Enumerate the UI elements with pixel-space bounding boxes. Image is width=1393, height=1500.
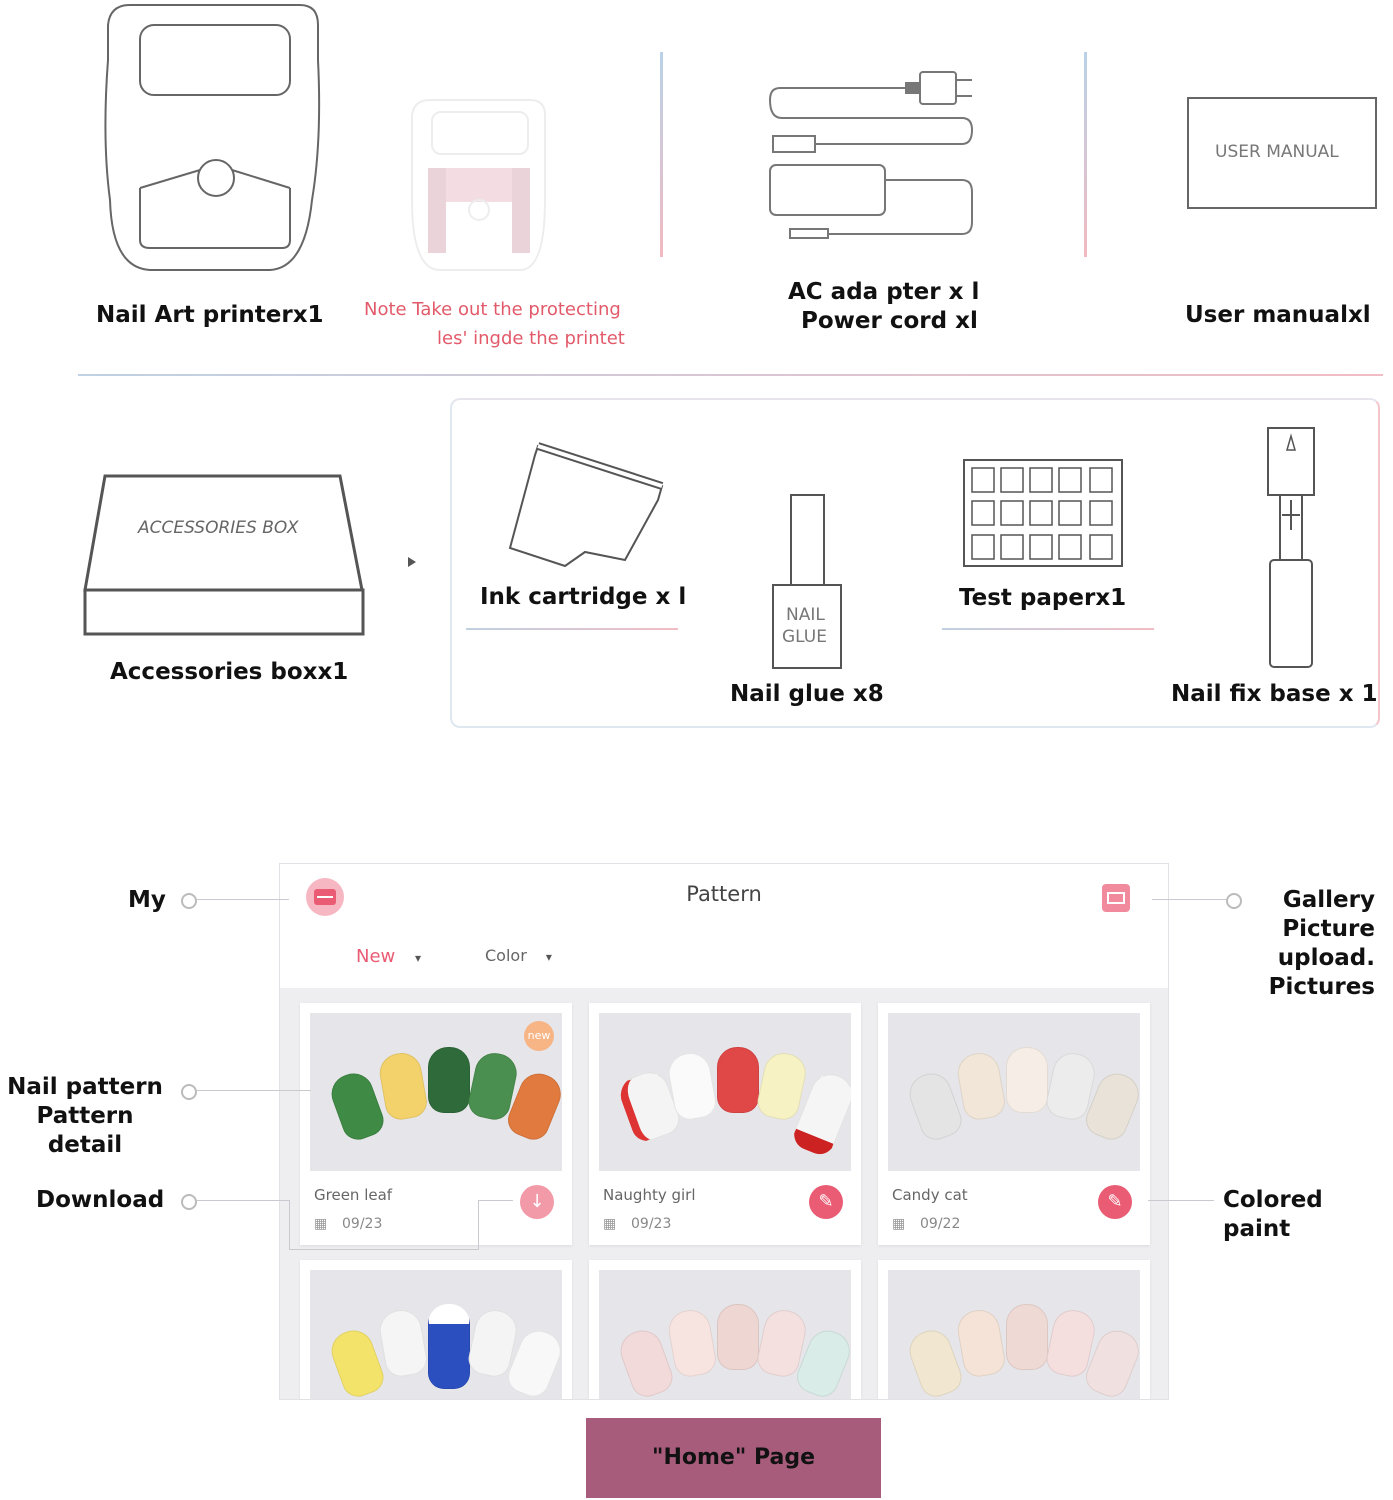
ink-label: Ink cartridge x l	[480, 584, 687, 610]
calendar-icon: ▦	[314, 1216, 328, 1232]
test-paper-label: Test paperx1	[959, 585, 1127, 611]
callout-line	[197, 1090, 311, 1091]
note-line-2: les' ingde the printet	[437, 328, 625, 349]
pattern-date: 09/22	[920, 1216, 961, 1232]
filter-new-label: New	[356, 946, 396, 967]
callout-gallery-2: Picture upload.	[1277, 916, 1375, 971]
pattern-app-screen	[279, 863, 1169, 1400]
divider	[660, 52, 663, 257]
callout-colored-paint: Colored paint	[1223, 1187, 1323, 1242]
note-line-1: Note Take out the protecting	[364, 299, 621, 320]
callout-line	[1148, 1200, 1214, 1201]
paint-button[interactable]	[1098, 1185, 1132, 1219]
callout-dot	[181, 1084, 197, 1100]
callout-gallery-1: Gallery	[1282, 887, 1375, 913]
pattern-image	[599, 1013, 851, 1171]
adapter-label-1: AC ada pter x l	[788, 279, 980, 305]
download-icon: ↓	[529, 1191, 545, 1212]
fix-base-label: Nail fix base x 1	[1171, 681, 1378, 707]
accessories-box-label: Accessories boxx1	[110, 659, 349, 685]
callout-line	[479, 1200, 513, 1201]
paint-icon: ✎	[818, 1191, 834, 1212]
callout-nail-pattern-2: Pattern detail	[36, 1103, 134, 1158]
printer-label: Nail Art printerx1	[96, 302, 324, 328]
app-header	[280, 864, 1168, 988]
pattern-image	[310, 1013, 562, 1171]
callout-gallery	[1188, 886, 1375, 1002]
manual-box-text: USER MANUAL	[1215, 142, 1339, 162]
glue-bottle-text-2: GLUE	[782, 627, 827, 647]
pattern-card[interactable]	[589, 1003, 861, 1245]
glue-label: Nail glue x8	[730, 681, 884, 707]
pattern-image	[310, 1270, 562, 1400]
filter-color-label: Color	[485, 946, 527, 965]
callout-line	[1152, 899, 1226, 900]
pattern-image	[888, 1013, 1140, 1171]
new-badge: new	[524, 1021, 554, 1051]
manual-label: User manualxl	[1185, 302, 1371, 328]
pattern-name: Candy cat	[892, 1186, 968, 1204]
callout-download: Download	[36, 1187, 165, 1213]
ink-underline	[466, 628, 678, 630]
paint-button[interactable]	[809, 1185, 843, 1219]
glue-bottle-text-1: NAIL	[786, 605, 825, 625]
pattern-card[interactable]	[589, 1260, 861, 1400]
callout-connector	[289, 1200, 479, 1250]
app-title: Pattern	[686, 882, 762, 906]
accessories-panel	[450, 398, 1380, 728]
home-page-button[interactable]: "Home" Page	[586, 1418, 881, 1498]
callout-nail-pattern-1: Nail pattern	[7, 1074, 163, 1100]
pattern-card[interactable]	[878, 1003, 1150, 1245]
pattern-image	[599, 1270, 851, 1400]
pattern-card[interactable]	[300, 1260, 572, 1400]
pattern-name: Naughty girl	[603, 1186, 696, 1204]
callout-nail-pattern	[2, 1073, 168, 1160]
accessories-box-text: ACCESSORIES BOX	[138, 518, 299, 538]
callout-line	[197, 899, 289, 900]
callout-line	[197, 1200, 289, 1201]
pattern-date: 09/23	[342, 1216, 383, 1232]
paint-icon: ✎	[1107, 1191, 1123, 1212]
callout-dot	[181, 893, 197, 909]
chevron-down-icon: ▾	[545, 950, 552, 964]
section-divider	[78, 374, 1383, 376]
divider	[1084, 52, 1087, 257]
pattern-name: Green leaf	[314, 1186, 393, 1204]
pattern-image	[888, 1270, 1140, 1400]
chevron-down-icon: ▾	[415, 951, 422, 965]
callout-my: My	[128, 887, 166, 913]
calendar-icon: ▦	[892, 1216, 906, 1232]
callout-gallery-3: Pictures	[1268, 974, 1375, 1000]
calendar-icon: ▦	[603, 1216, 617, 1232]
filter-color[interactable]	[485, 946, 552, 965]
pattern-card[interactable]	[878, 1260, 1150, 1400]
adapter-label-2: Power cord xl	[801, 308, 978, 334]
callout-dot	[1226, 893, 1242, 909]
filter-new[interactable]	[356, 946, 421, 967]
callout-dot	[181, 1194, 197, 1210]
download-button[interactable]	[520, 1185, 554, 1219]
test-underline	[942, 628, 1154, 630]
image-icon	[1107, 892, 1125, 904]
gallery-button[interactable]	[1102, 884, 1130, 912]
pattern-date: 09/23	[631, 1216, 672, 1232]
